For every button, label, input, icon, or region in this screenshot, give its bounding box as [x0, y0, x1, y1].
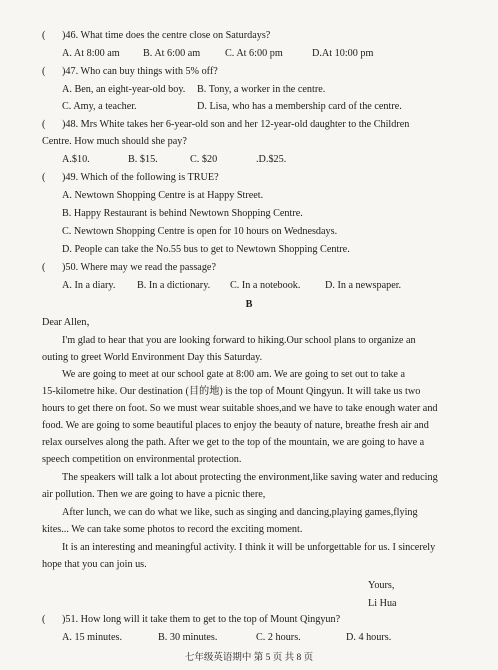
letter-closing: Yours, — [368, 580, 395, 591]
option-b: B. In a dictionary. — [137, 280, 211, 291]
question-47-stem: ( )47. Who can buy things with 5% off? — [42, 66, 218, 77]
option-b: B. Tony, a worker in the centre. — [197, 84, 326, 95]
option-c: C. Amy, a teacher. — [62, 101, 137, 112]
option-d: D. In a newspaper. — [325, 280, 402, 291]
letter-line: kites... We can take some photos to record the exciting moment. — [42, 524, 303, 535]
letter-line: It is an interesting and meaningful activity. I think it will be unforgettable for us. I sincerely — [62, 542, 436, 553]
letter-line: relax ourselves along the path. After we get to the top of the mountain, we are going to have a — [42, 437, 425, 448]
option-d: D. 4 hours. — [346, 632, 392, 643]
letter-line: The speakers will talk a lot about protecting the environment,like saving water and reducing — [62, 472, 438, 483]
answer-bracket: ( — [42, 262, 46, 273]
letter-greeting: Dear Allen， — [42, 317, 97, 328]
option-c: C. At 6:00 pm — [225, 48, 283, 59]
answer-bracket: ( — [42, 30, 46, 41]
question-46-stem: ( )46. What time does the centre close on Saturdays? — [42, 30, 271, 41]
question-51-stem: ( )51. How long will it take them to get to the top of Mount Qingyun? — [42, 614, 341, 625]
section-b-heading: B — [245, 299, 253, 310]
option-c: C. 2 hours. — [256, 632, 301, 643]
option-a: A.$10. — [62, 154, 90, 165]
option-b: B. 30 minutes. — [158, 632, 218, 643]
option-d: D. People can take the No.55 bus to get to Newtown Shopping Centre. — [62, 244, 350, 255]
letter-line: food. We are going to some beautiful places to enjoy the beauty of nature, breathe fresh air and — [42, 420, 429, 431]
option-d: D. Lisa, who has a membership card of the centre. — [197, 101, 402, 112]
option-c: C. Newtown Shopping Centre is open for 10 hours on Wednesdays. — [62, 226, 338, 237]
option-a: A. In a diary. — [62, 280, 116, 291]
page-footer: 七年级英语期中 第 5 页 共 8 页 — [184, 653, 314, 663]
option-a: A. At 8:00 am — [62, 48, 120, 59]
letter-signature: Li Hua — [368, 598, 397, 609]
letter-line: hope that you can join us. — [42, 559, 147, 570]
option-a: A. 15 minutes. — [62, 632, 122, 643]
question-50-stem: ( )50. Where may we read the passage? — [42, 262, 216, 273]
question-49-stem: ( )49. Which of the following is TRUE? — [42, 172, 219, 183]
letter-line: hours to get there on foot. So we must wear suitable shoes,and we have to take enough water and — [42, 403, 438, 414]
option-b: B. Happy Restaurant is behind Newtown Shopping Centre. — [62, 208, 303, 219]
answer-bracket: ( — [42, 66, 46, 77]
answer-bracket: ( — [42, 172, 46, 183]
letter-line: I'm glad to hear that you are looking forward to hiking.Our school plans to organize an — [62, 335, 416, 346]
answer-bracket: ( — [42, 614, 46, 625]
option-b: B. At 6:00 am — [143, 48, 201, 59]
option-d: .D.$25. — [256, 154, 287, 165]
question-48-stem-cont: Centre. How much should she pay? — [42, 136, 187, 147]
letter-line: air pollution. Then we are going to have a picnic there, — [42, 489, 266, 500]
option-a: A. Newtown Shopping Centre is at Happy Street. — [62, 190, 264, 201]
option-d: D.At 10:00 pm — [312, 48, 374, 59]
question-48-stem: ( )48. Mrs White takes her 6-year-old son and her 12-year-old daughter to the Children — [42, 119, 410, 130]
option-c: C. $20 — [190, 154, 218, 165]
option-b: B. $15. — [128, 154, 158, 165]
answer-bracket: ( — [42, 119, 46, 130]
letter-line: We are going to meet at our school gate at 8:00 am. We are going to set out to take a — [62, 369, 406, 380]
option-a: A. Ben, an eight-year-old boy. — [62, 84, 186, 95]
letter-line: outing to greet World Environment Day this Saturday. — [42, 352, 263, 363]
letter-line: speech competition on environmental protection. — [42, 454, 242, 465]
letter-line: After lunch, we can do what we like, such as singing and dancing,playing games,flying — [62, 507, 418, 518]
option-c: C. In a notebook. — [230, 280, 301, 291]
letter-line: 15-kilometre hike. Our destination (目的地) is the top of Mount Qingyun. It will take us two — [42, 386, 421, 397]
